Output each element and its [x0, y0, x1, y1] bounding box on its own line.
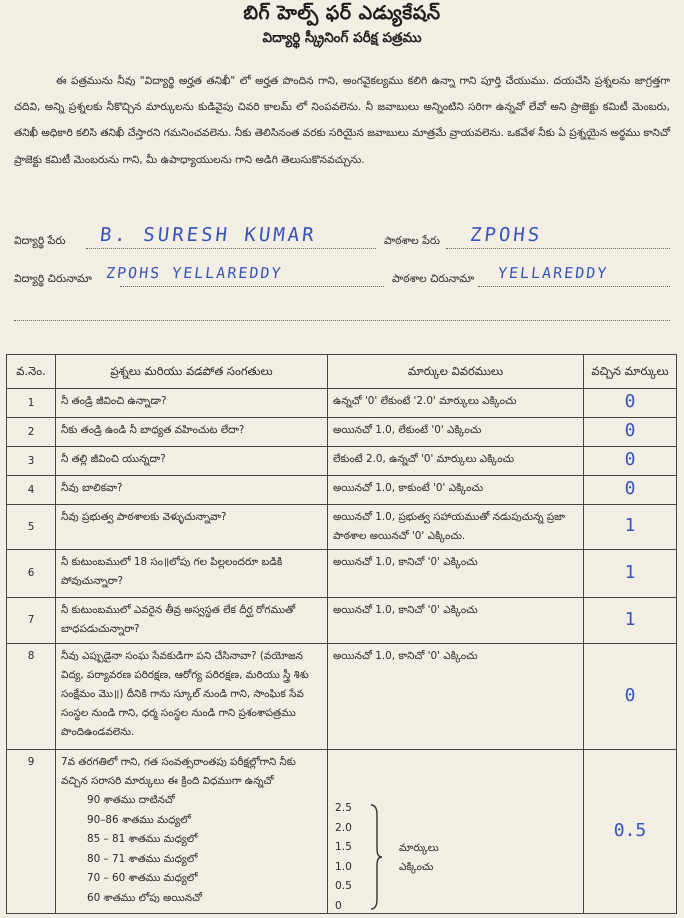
- row-marks-cell[interactable]: [584, 389, 677, 418]
- row-mark-value: 0: [624, 420, 636, 441]
- range-item: 70 – 60 శాతము మధ్యలో: [87, 872, 198, 884]
- row-number: 1: [7, 389, 56, 418]
- row-number: 7: [7, 598, 56, 644]
- header-marks-obtained: వచ్చిన మార్కులు: [584, 355, 677, 389]
- row-question: నీ కుటుంబములో ఎవరైన తీవ్ర అస్వస్థత లేక దీర్ఘ రోగముతో బాధపడుచున్నారా?: [56, 598, 328, 644]
- row-marks-details: అయినచో 1.0, కానిచో '0' ఎక్కించు: [328, 598, 584, 644]
- table-row: [7, 505, 677, 550]
- row-number: 9: [7, 750, 56, 914]
- header-question: ప్రశ్నలు మరియు వడపోత సంగతులు: [56, 355, 328, 389]
- row-mark-value: 0: [624, 391, 636, 412]
- row-marks-details: అయినచో 1.0, కాకుంటే '0' ఎక్కించు: [328, 476, 584, 505]
- marks-note-line2: ఎక్కించు: [399, 861, 434, 873]
- row-marks-cell[interactable]: [584, 644, 677, 750]
- row-number: 3: [7, 447, 56, 476]
- student-name-line: [86, 248, 376, 249]
- row-question: నీవు బాలికవా?: [56, 476, 328, 505]
- row-mark-value: 1: [624, 561, 636, 583]
- header-serial-number: వ.నెం.: [7, 355, 56, 389]
- school-address-label: పాఠశాల చిరునామా: [392, 272, 475, 285]
- row-marks-details: అయినచో 1.0, కానిచో '0' ఎక్కించు: [328, 550, 584, 598]
- row-marks-cell[interactable]: [584, 750, 677, 914]
- student-address-value[interactable]: ZPOHS YELLAREDDY: [105, 264, 284, 282]
- screening-table: [6, 354, 677, 914]
- row-question: [56, 750, 328, 914]
- school-name-line: [446, 248, 670, 249]
- row-marks-details: అయినచో 1.0, కానిచో '0' ఎక్కించు: [328, 644, 584, 750]
- row-marks-cell[interactable]: [584, 447, 677, 476]
- row-mark-value: 0: [624, 684, 636, 706]
- table-row: [7, 476, 677, 505]
- table-row: [7, 750, 677, 914]
- row-question: నీ కుటుంబములో 18 సం॥లోపు గల పిల్లలందరూ బడికి పోవుచున్నారా?: [56, 550, 328, 598]
- row-mark-value: 1: [624, 608, 636, 630]
- range-item: 85 – 81 శాతము మధ్యలో: [87, 833, 198, 845]
- page-title: బిగ్ హెల్ప్ ఫర్ ఎడ్యుకేషన్: [243, 2, 441, 24]
- row-number: 4: [7, 476, 56, 505]
- row-marks-cell[interactable]: [584, 505, 677, 550]
- school-address-line: [478, 286, 670, 287]
- table-row: [7, 389, 677, 418]
- marks-note: [399, 839, 439, 877]
- student-address-label: విద్యార్థి చిరునామా: [14, 272, 92, 285]
- header-marks-details: మార్కుల వివరములు: [328, 355, 584, 389]
- row-marks-cell[interactable]: [584, 550, 677, 598]
- row-number: 6: [7, 550, 56, 598]
- table-row: [7, 418, 677, 447]
- curly-brace-icon: [369, 803, 383, 911]
- marks-value: 0.5: [335, 880, 352, 892]
- table-row: [7, 598, 677, 644]
- table-row: [7, 447, 677, 476]
- row-mark-value: 0.5: [613, 819, 647, 841]
- row-number: 5: [7, 505, 56, 550]
- table-row: [7, 550, 677, 598]
- page-subtitle: విద్యార్థి స్క్రీనింగ్ పరీక్ష పత్రము: [262, 30, 422, 46]
- range-item: 80 – 71 శాతము మధ్యలో: [87, 852, 198, 865]
- row-mark-value: 0: [624, 449, 636, 470]
- row-mark-value: 1: [624, 515, 636, 536]
- row-marks-cell[interactable]: [584, 476, 677, 505]
- instructions-paragraph: ఈ పత్రమును నీవు "విద్యార్థి అర్హత తనిఖీ" లో అర్హత పొందిన గాని, అంగవైకల్యము కలిగి ఉన్నా గాని పూర్తి చేయుము. దయచేసి ప్రశ్నలను జాగ్రత్తగా చదివి, అన్ని ప్రశ్నలకు నీకొచ్చిన మార్కులను కుడివైపు చివరి కాలమ్ లో నింపవలెను. నీ జవాబులు అన్నింటిని సరిగా ఉన్నవో లేవో అని ప్రాజెక్టు కమిటీ మెంబరు, తనిఖీ అధికారి కలిసి తనిఖీ చేస్తారని గమనించవలెను. నీకు తెలిసినంత వరకు సరియైన జవాబులు మాత్రమే వ్రాయవలెను. ఒకవేళ నీకు ఏ ప్రశ్నయైన అర్థము కానిచో ప్రాజెక్టు కమిటీ మెంబరును గాని, మీ ఉపాధ్యాయులను గాని అడిగి తెలుసుకొనవచ్చును.: [14, 75, 670, 166]
- marks-value: 0: [335, 899, 342, 912]
- extra-address-line: [14, 320, 670, 321]
- row-marks-details: అయినచో 1.0, లేకుంటే '0' ఎక్కించు: [328, 418, 584, 447]
- marks-value: 1.0: [335, 860, 352, 873]
- row-question: నీకు తండ్రి ఉండి నీ బాధ్యత వహించుట లేదా?: [56, 418, 328, 447]
- row-question: నీ తల్లి జీవించి యున్నదా?: [56, 447, 328, 476]
- row-marks-details: లేకుంటే 2.0, ఉన్నచో '0' మార్కులు ఎక్కించు: [328, 447, 584, 476]
- row-marks-cell[interactable]: [584, 598, 677, 644]
- marks-value: 2.0: [335, 821, 352, 834]
- marks-value: 2.5: [335, 802, 352, 814]
- student-name-value[interactable]: B. SURESH KUMAR: [98, 224, 318, 246]
- range-item: 60 శాతము లోపు అయినచో: [87, 891, 202, 904]
- row-marks-cell[interactable]: [584, 418, 677, 447]
- school-address-value[interactable]: YELLAREDDY: [497, 264, 610, 282]
- row-number: 2: [7, 418, 56, 447]
- student-address-line: [120, 286, 384, 287]
- row-marks-details: అయినచో 1.0, ప్రభుత్వ సహాయముతో నడుపుచున్న ప్రజా పాఠశాల అయినచో '0' ఎక్కించు.: [328, 505, 584, 550]
- school-name-value[interactable]: ZPOHS: [468, 224, 544, 246]
- row-question: నీవు ఎప్పుడైనా సంఘ సేవకుడిగా పని చేసినావా? (వయోజన విద్య, పర్యావరణ పరిరక్షణ, ఆరోగ్య పరిరక్షణ, మరియు స్త్రీ శిశు సంక్షేమం మొ॥) దీనికి గాను స్కూల్ నుండి గాని, సాంఘిక సేవ సంస్థల నుండి గాని, ధర్మ సంస్థల నుండి గాని ప్రశంశాపత్రము పొందిఉండవలెను.: [56, 644, 328, 750]
- range-item: 90 శాతము దాటినచో: [87, 794, 175, 806]
- school-name-label: పాఠశాల పేరు: [384, 234, 440, 247]
- row-marks-details: [328, 750, 584, 914]
- row-number: 8: [7, 644, 56, 750]
- marks-value: 1.5: [335, 841, 352, 853]
- range-item: 90–86 శాతము మధ్యలో: [87, 813, 191, 826]
- marks-value-list: [335, 799, 352, 916]
- table-row: [7, 644, 677, 750]
- row-question: నీ తండ్రి జీవించి ఉన్నాడా?: [56, 389, 328, 418]
- row9-question-text: 7వ తరగతిలో గాని, గత సంవత్సరాంతపు పరీక్షల్లోగాని నీకు వచ్చిన సరాసరి మార్కులు ఈ క్రింది విధముగా ఉన్నచో: [61, 756, 296, 787]
- row-question: నీవు ప్రభుత్వ పాఠశాలకు వెళ్ళుచున్నావా?: [56, 505, 328, 550]
- marks-note-line1: మార్కులు: [399, 842, 439, 854]
- row-mark-value: 0: [624, 478, 636, 499]
- percentage-range-list: [61, 791, 322, 908]
- student-name-label: విద్యార్థి పేరు: [14, 234, 66, 247]
- table-header-row: [7, 355, 677, 389]
- row-marks-details: ఉన్నచో '0' లేకుంటే '2.0' మార్కులు ఎక్కించు: [328, 389, 584, 418]
